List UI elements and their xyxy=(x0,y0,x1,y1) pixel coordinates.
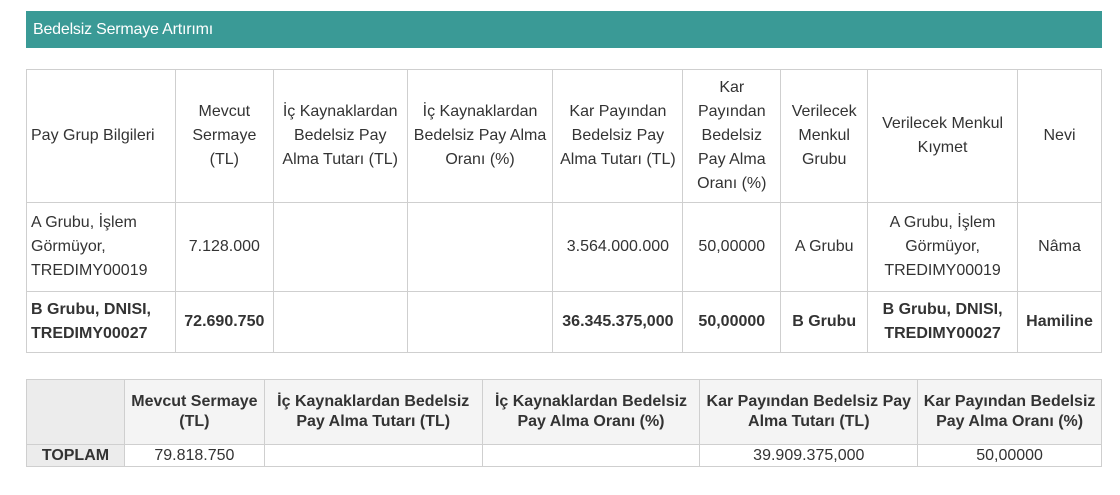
column-header xyxy=(27,380,125,445)
table-cell: A Grubu, İşlem Görmüyor, TREDIMY00019 xyxy=(868,203,1018,292)
table-cell: 50,00000 xyxy=(918,445,1102,467)
table-cell: 39.909.375,000 xyxy=(700,445,918,467)
table-cell xyxy=(407,203,553,292)
column-header: Nevi xyxy=(1018,70,1102,203)
column-header: Kar Payından Bedelsiz Pay Alma Oranı (%) xyxy=(683,70,781,203)
table-cell: Hamiline xyxy=(1018,292,1102,353)
column-header: İç Kaynaklardan Bedelsiz Pay Alma Oranı (%) xyxy=(482,380,700,445)
totals-row xyxy=(27,445,1102,467)
column-header: Kar Payından Bedelsiz Pay Alma Oranı (%) xyxy=(918,380,1102,445)
table-header-row xyxy=(27,70,1102,203)
table-cell: 7.128.000 xyxy=(175,203,273,292)
column-header: Mevcut Sermaye (TL) xyxy=(124,380,264,445)
column-header: Kar Payından Bedelsiz Pay Alma Tutarı (TL) xyxy=(553,70,683,203)
column-header: Kar Payından Bedelsiz Pay Alma Tutarı (TL) xyxy=(700,380,918,445)
table-row xyxy=(27,203,1102,292)
table-row xyxy=(27,292,1102,353)
column-header: Verilecek Menkul Kıymet xyxy=(868,70,1018,203)
table-cell: 50,00000 xyxy=(683,292,781,353)
column-header: İç Kaynaklardan Bedelsiz Pay Alma Oranı (%) xyxy=(407,70,553,203)
table-cell: Nâma xyxy=(1018,203,1102,292)
table-cell: 36.345.375,000 xyxy=(553,292,683,353)
table-cell: B Grubu, DNISI, TREDIMY00027 xyxy=(868,292,1018,353)
table-cell xyxy=(264,445,482,467)
table-cell: 79.818.750 xyxy=(124,445,264,467)
table-cell: B Grubu, DNISI, TREDIMY00027 xyxy=(27,292,176,353)
column-header: İç Kaynaklardan Bedelsiz Pay Alma Tutarı (TL) xyxy=(273,70,407,203)
table-cell xyxy=(407,292,553,353)
table-cell: A Grubu xyxy=(781,203,868,292)
table-cell xyxy=(273,203,407,292)
table-cell: A Grubu, İşlem Görmüyor, TREDIMY00019 xyxy=(27,203,176,292)
column-header: Pay Grup Bilgileri xyxy=(27,70,176,203)
table-cell: 3.564.000.000 xyxy=(553,203,683,292)
section-title: Bedelsiz Sermaye Artırımı xyxy=(26,11,1102,48)
totals-label: TOPLAM xyxy=(27,445,125,467)
column-header: Mevcut Sermaye (TL) xyxy=(175,70,273,203)
totals-table xyxy=(26,379,1102,467)
table-cell: 72.690.750 xyxy=(175,292,273,353)
totals-header-row xyxy=(27,380,1102,445)
column-header: İç Kaynaklardan Bedelsiz Pay Alma Tutarı (TL) xyxy=(264,380,482,445)
column-header: Verilecek Menkul Grubu xyxy=(781,70,868,203)
table-cell xyxy=(482,445,700,467)
table-cell xyxy=(273,292,407,353)
table-cell: B Grubu xyxy=(781,292,868,353)
capital-increase-table xyxy=(26,69,1102,353)
table-cell: 50,00000 xyxy=(683,203,781,292)
